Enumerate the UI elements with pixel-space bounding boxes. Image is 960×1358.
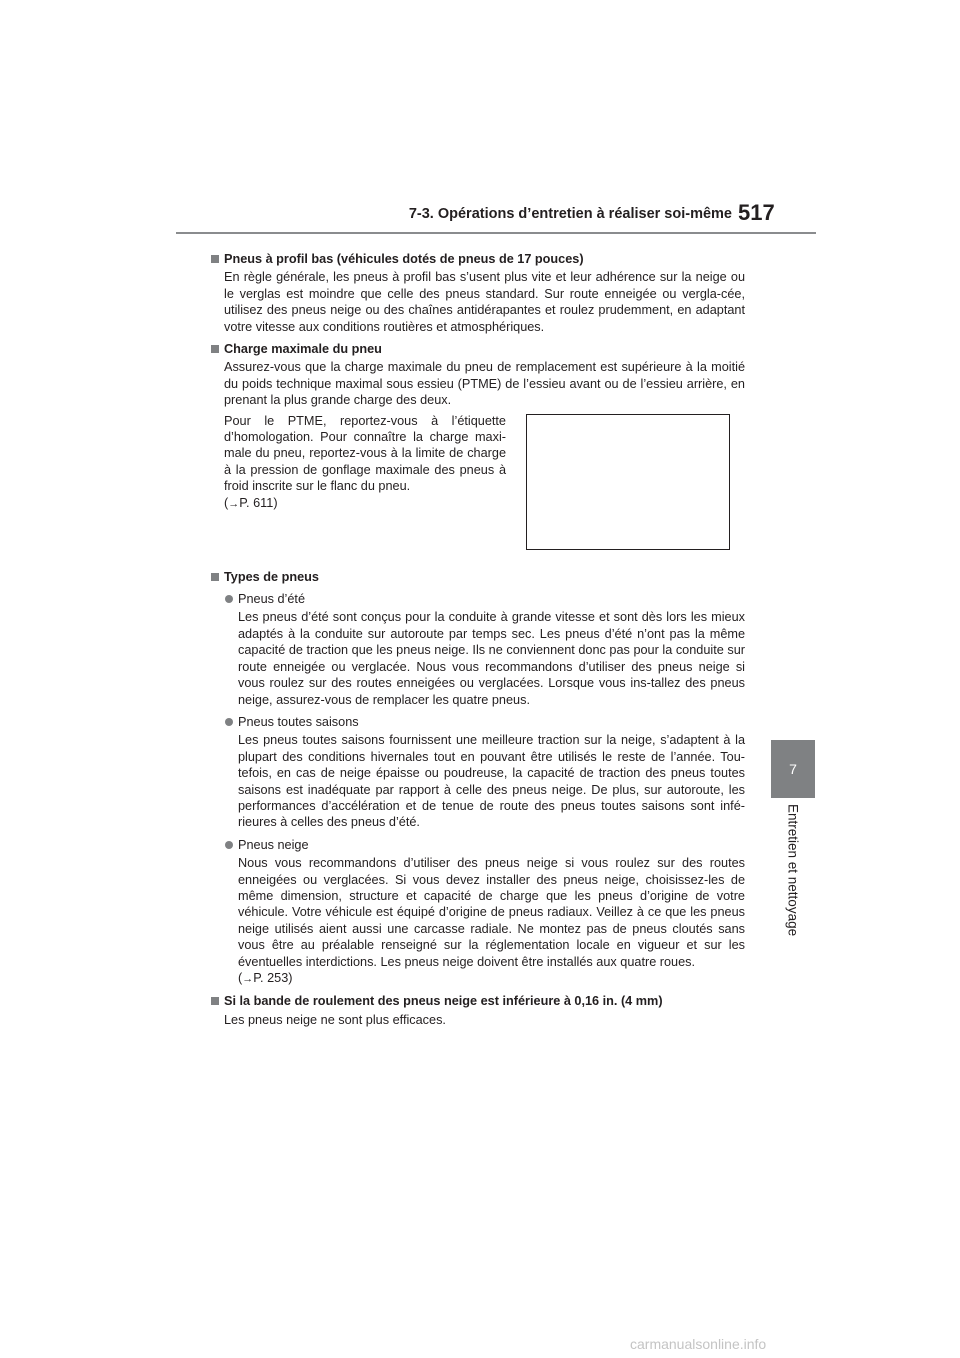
text-all-season-tires: Les pneus toutes saisons fournissent une meilleure traction sur la neige, s’adaptent à la plupart des conditions hivernales tout en pouvant être utilisés le reste de l’année. Tou-tefois, en cas de neige épaisse ou poudreuse, la capacité de traction des pneus toutes saisons est inadéquate par rapport à celle des pneus neige. De plus, sur autoroute, les performances d’accélération et de tenue de route des pneus toutes saisons sont infé-rieures à celles des pneus d’été. [238, 733, 745, 830]
arrow-right-icon: → [242, 973, 254, 985]
snow-tires-page-ref: P. 253 [253, 971, 289, 985]
figure-caption: Pour le PTME, reportez-vous à l’étiquette d’homologation. Pour connaître la charge maxi-male du pneu, reportez-vous à la limite de charge à la pression de gonflage maximale des pneus à froid inscrite sur le flanc du pneu. (→P. 611) [224, 413, 506, 510]
text-snow-tires: Nous vous recommandons d’utiliser des pneus neige si vous roulez sur des routes enneigées ou verglacées. Si vous devez installer des pneus neige, choisissez-les de même dimension, structure et capacité de charge que les pneus d’origine de votre véhicule. Votre véhicule est équipé d’origine de pneus radiaux. Veillez à ce que les pneus neige utilisés aient aussi une carcasse radiale. Ne montez pas de pneus cloutés sans vous être au préalable renseigné sur la réglementation locale en vigueur et sur les éventuelles interdictions. Les pneus neige doivent être installés aux quatre roues. (→P. 253) [238, 856, 745, 985]
figure-row [210, 413, 745, 563]
section-heading-snow-tread: Si la bande de roulement des pneus neige est inférieure à 0,16 in. (4 mm) [210, 993, 745, 1009]
section-text-max-load: Assurez-vous que la charge maximale du pneu de remplacement est supérieure à la moitié du poids technique maximal sous essieu (PTME) de l’essieu avant ou de l’essieu arrière, en prenant la plus grande charge des deux. [224, 360, 745, 408]
chapter-number: 7 [789, 761, 797, 777]
section-text-snow-tread: Les pneus neige ne sont plus efficaces. [224, 1012, 446, 1027]
chapter-label: Entretien et nettoyage [785, 804, 801, 937]
page-number: 517 [738, 200, 775, 225]
section-title: 7-3. Opérations d’entretien à réaliser soi-même [408, 206, 732, 222]
chapter-tab [771, 740, 815, 798]
chapter-label-container [771, 804, 815, 954]
page-content [210, 245, 745, 1028]
figure-page-ref: P. 611 [239, 495, 274, 510]
section-heading-tire-types: Types de pneus [210, 569, 745, 585]
bullet-snow-tires: Pneus neige [210, 837, 745, 853]
section-text-low-profile: En règle générale, les pneus à profil bas s’usent plus vite et leur adhérence sur la neige ou le verglas est moindre que celle des pneus standard. Sur route enneigée ou vergla-cée, utilisez des pneus neige ou des chaînes antidérapantes et roulez prudemment, en adaptant votre vitesse aux conditions routières et atmosphériques. [224, 270, 745, 334]
section-heading-max-load: Charge maximale du pneu [210, 341, 745, 357]
watermark: carmanualsonline.info [630, 1336, 767, 1352]
header-divider [176, 232, 816, 234]
illustration-placeholder [526, 414, 730, 550]
text-snow-tires-body: Nous vous recommandons d’utiliser des pneus neige si vous roulez sur des routes enneigées ou verglacées. Si vous devez installer des pneus neige, choisissez-les de même dimension, structure et capacité de charge que les pneus d’origine de votre véhicule. Votre véhicule est équipé d’origine de pneus radiaux. Veillez à ce que les pneus neige utilisés aient aussi une carcasse radiale. Ne montez pas de pneus cloutés sans vous être au préalable renseigné sur la réglementation locale en vigueur et sur les éventuelles interdictions. Les pneus neige doivent être installés aux quatre roues. [238, 856, 745, 969]
text-summer-tires: Les pneus d’été sont conçus pour la conduite à grande vitesse et sont dès lors les mieux adaptés à la conduite sur autoroute par temps sec. Les pneus d’été n’ont pas la même capacité de traction que les pneus neige. Ils ne conviennent donc pas pour la conduite sur route enneigée ou verglacée. Nous vous recommandons d’utiliser des pneus neige si vous roulez sur des routes enneigées ou verglacées. Lorsque vous ins-tallez des pneus neige, assurez-vous de remplacer les quatre pneus. [238, 610, 745, 707]
bullet-summer-tires: Pneus d’été [210, 591, 745, 607]
section-heading-low-profile: Pneus à profil bas (véhicules dotés de pneus de 17 pouces) [210, 251, 745, 267]
arrow-right-icon: → [228, 497, 240, 510]
bullet-all-season-tires: Pneus toutes saisons [210, 714, 745, 730]
figure-caption-text: Pour le PTME, reportez-vous à l’étiquette d’homologation. Pour connaître la charge maxi-male du pneu, reportez-vous à la limite de charge à la pression de gonflage maximale des pneus à froid inscrite sur le flanc du pneu. [224, 413, 506, 494]
